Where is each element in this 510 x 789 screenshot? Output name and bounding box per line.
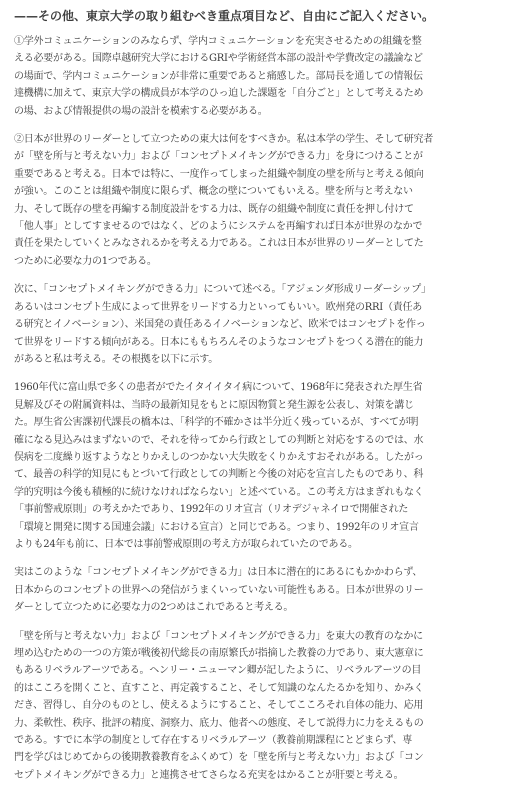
answer-paragraph (14, 564, 496, 616)
paragraph-line: あるいはコンセプト生成によって世界をリードする力といってもいい。欧州発のRRI（責任あ (14, 301, 422, 313)
paragraph-line: があると私は考える。その根拠を以下に示す。 (14, 353, 218, 365)
paragraph-line: 「壁を所与と考えない力」および「コンセプトメイキングができる力」を東大の教育のなかに (14, 630, 423, 642)
paragraph-line: た。厚生省公害課初代課長の橋本は、「科学的不確かさは半分近く残っているが、すべてが明 (14, 417, 419, 429)
paragraph-line: 達機構に加えて、東京大学の構成員が本学のひっ迫した課題を「自分ごと」として考えるため (14, 88, 424, 100)
answer-paragraph (14, 379, 496, 553)
paragraph-line: である。すでに本学の制度として存在するリベラルアーツ（教養前期課程にとどまらず、専 (14, 735, 413, 747)
paragraph-line: だき、習得し、自分のものとし、使えるようにすること、そしてこころそれ自体の能力、応用 (14, 700, 424, 712)
paragraph-line: つために必要な力の1つである。 (14, 255, 157, 267)
answer-paragraph (14, 628, 496, 785)
question-heading: ——その他、東京大学の取り組むべき重点項目など、自由にご記入ください。 (14, 9, 435, 23)
paragraph-line: の場面で、学内コミュニケーションが非常に重要であると痛感した。部局長を通しての情報伝 (14, 70, 423, 82)
paragraph-line: て、最善の科学的知見にもとづいて行政としての判断と今後の対応を宣言したものであり、科 (14, 469, 424, 481)
paragraph-line: の場、および情報提供の場の設計を模索する必要がある。 (14, 105, 268, 117)
paragraph-line: 的はこころを開くこと、直すこと、再定義すること、そして知識のなんたるかを知り、かみく (14, 682, 424, 694)
paragraph-line: 力、柔軟性、秩序、批評の精度、洞察力、底力、他者への態度、そして説得力に力をえるもの (14, 717, 424, 729)
paragraph-line: 見解及びその附属資料は、当時の最新知見をもとに原因物質と発生源を公表し、対策を講じ (14, 399, 414, 411)
paragraph-line: 「事前警戒原則」の考えかたであり、1992年のリオ宣言（リオデジャネイロで開催された (14, 504, 409, 516)
paragraph-line: 重要であると考える。日本では特に、一度作ってしまった組織や制度の壁を所与と考える傾向 (14, 168, 424, 180)
answer-body (14, 33, 496, 784)
paragraph-line: ②日本が世界のリーダーとして立つための東大は何をすべきか。私は本学の学生、そして研究者 (14, 134, 434, 146)
paragraph-line: る研究とイノベーション）、米国発の責任あるイノベーションなど、欧米ではコンセプトを作っ (14, 319, 426, 331)
answer-paragraph (14, 131, 496, 270)
paragraph-line: が強い。このことは組織や制度に限らず、概念の壁についてもいえる。壁を所与と考えない (14, 186, 413, 198)
paragraph-line: よりも24年も前に、日本では事前警戒原則の考え方が取られていたのである。 (14, 538, 358, 550)
paragraph-line: セプトメイキングができる力」と連携させてさらなる充実をはかることが肝要と考える。 (14, 769, 404, 781)
paragraph-line: ①学外コミュニケーションのみならず、学内コミュニケーションを充実させるための組織を整 (14, 36, 422, 47)
paragraph-line: 埋め込むための一つの方策が戦後初代総長の南原繁氏が指摘した教養の力であり、東大憲章に (14, 648, 424, 659)
paragraph-line: 確になる見込みはまずないので、それを待ってから行政としての判断と対応をするのでは、水 (14, 434, 424, 446)
answer-paragraph (14, 281, 496, 368)
answer-paragraph (14, 33, 496, 120)
paragraph-line: 責任を果たしていくとみなされるかを考える力である。これは日本が世界のリーダーとしてた (14, 238, 424, 250)
paragraph-line: 俣病を二度繰り返すようなとりかえしのつかない大失敗をくりかえすおそれがある。したがっ (14, 451, 424, 463)
paragraph-line: 「他人事」としてすませるのではなく、どのようにシステムを再編すれば日本が世界のなかで (14, 221, 423, 233)
paragraph-line: 学的究明は今後も積極的に続けなければならない」と述べている。この考え方はまぎれもなく (14, 486, 424, 498)
paragraph-line: 「環境と開発に関する国連会議」における宣言）と同じである。つまり、1992年のリオ宣言 (14, 521, 419, 533)
paragraph-line: 日本からのコンセプトの世界への発信がうまくいっていない可能性もある。日本が世界のリー (14, 584, 424, 596)
paragraph-line: 次に、「コンセプトメイキングができる力」について述べる。「アジェンダ形成リーダーシップ」 (14, 284, 431, 296)
paragraph-line: 1960年代に富山県で多くの患者がでたイタイイタイ病について、1968年に発表された厚生省 (14, 382, 423, 394)
paragraph-line: もあるリベラルアーツである。ヘンリー・ニューマン卿が記したように、リベラルアーツの目 (14, 665, 422, 677)
paragraph-line: が「壁を所与と考えない力」および「コンセプトメイキングができる力」を身につけることが (14, 151, 423, 163)
paragraph-line: 力、そして既存の壁を再編する制度設計をする力は、既存の組織や制度に責任を押し付けて (14, 203, 414, 215)
paragraph-line: ダーとして立つために必要な力の2つめはこれであると考える。 (14, 602, 294, 614)
paragraph-line: て世界をリードする傾向がある。日本にももちろんそのようなコンセプトをつくる潜在的能力 (14, 336, 424, 348)
paragraph-line: える必要がある。国際卓越研究大学におけるGRIや学術経営本部の設計や学費改定の議論など (14, 53, 423, 65)
paragraph-line: 門を学びはじめてからの後期教養教育をふくめて）を「壁を所与と考えない力」および「コン (14, 752, 424, 764)
paragraph-line: 実はこのような「コンセプトメイキングができる力」は日本に潜在的にあるにもかかわらず、 (14, 567, 423, 579)
